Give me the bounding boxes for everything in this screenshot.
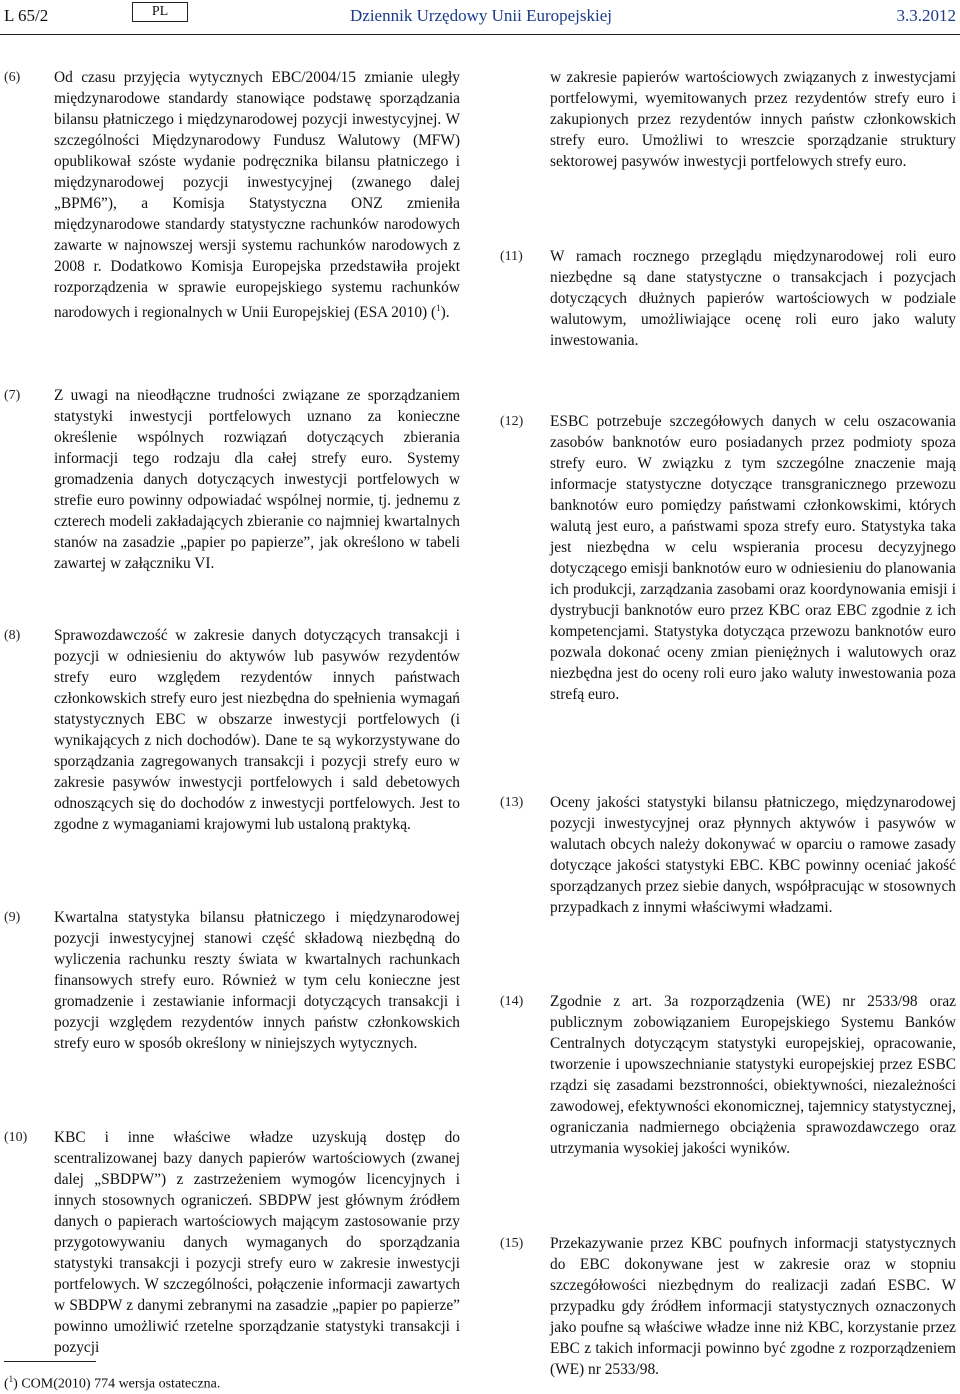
- recital-number: (15): [500, 1236, 524, 1251]
- recital-number: (14): [500, 994, 524, 1009]
- recital-text: Z uwagi na nieodłączne trudności związane ze sporządzaniem statystyki inwestycji portfelowych uznano za konieczne określenie wspólnych rozwiązań dotyczących zbierania informacji tego rodzaju dla całej strefy euro. Systemy gromadzenia danych dotyczących inwestycji portfelowych w strefie euro powinny odpowiadać wspólnej normie, tj. jednemu z czterech modeli zakładających zbieranie co najmniej kwartalnych stanów na zasadzie „papier po papierze”, jak określono w tabeli zawartej w załączniku VI.: [54, 387, 460, 572]
- publication-date: 3.3.2012: [896, 6, 956, 25]
- recital-number: (12): [500, 414, 524, 429]
- footnote-mark: 1: [8, 1374, 14, 1384]
- recital-text: Przekazywanie przez KBC poufnych informacji statystycznych do EBC dokonywane jest w zakresie oraz w stopniu szczegółowości niezbędnym do realizacji zadań ESBC. W przypadku gdy źródłem informacji statystycznych oznaczonych jako poufne są właściwe władze inne niż KBC, korzystanie przez EBC z takich informacji powinno być zgodne z rozporządzeniem (WE) nr 2533/98.: [550, 1235, 956, 1378]
- page-reference: L 65/2: [4, 6, 49, 25]
- recital-text: ESBC potrzebuje szczegółowych danych w celu oszacowania zasobów banknotów euro posiadanych przez podmioty spoza strefy euro. W związku z tym szczególne znaczenie mają informacje statystyczne dotyczące transgranicznego przewozu banknotów euro pomiędzy państwami członkowskimi, których walutą jest euro, a państwami spoza strefy euro. Statystyka taka jest niezbędna w celu wspierania procesu decyzyjnego dotyczącego emisji banknotów euro w odniesieniu do planowania ich produkcji, zarządzania zasobami oraz koordynowania emisji i dystrybucji banknotów euro przez KBC oraz EBC zgodnie z ich kompetencjami. Statystyka dotycząca przewozu banknotów euro pozwala dokonać oceny zmian pieniężnych i walutowych oraz niezbędna jest do oceny roli euro jako waluty inwestowania poza strefą euro.: [550, 413, 956, 703]
- recital-number: (11): [500, 249, 523, 264]
- recital-text: Sprawozdawczość w zakresie danych dotyczących transakcji i pozycji w odniesieniu do aktywów lub pasywów rezydentów strefy euro względem rezydentów innych państwach członkowskich strefy euro jest niezbędna do spełnienia wymagań statystycznych EBC w obszarze inwestycji portfelowych (i wynikających z nich dochodów). Dane te są wykorzystywane do sporządzania zagregowanych transakcji i pozycji strefy euro w zakresie pasywów inwestycji portfelowych i sald debetowych odnoszących się do dochodów z inwestycji portfelowych. Jest to zgodne z wymaganiami krajowymi lub ustaloną praktyką.: [54, 627, 460, 833]
- footnote-ref: 1: [436, 303, 441, 313]
- recital-text: Kwartalna statystyka bilansu płatniczego i międzynarodowej pozycji inwestycyjnej stanowi część składową niezbędną do wyliczenia rachunku reszty świata w kwartalnych rachunkach finansowych strefy euro. Również w tym celu konieczne jest gromadzenie i zestawianie informacji dotyczących transakcji i pozycji względem rezydentów innych państw członkowskich strefy euro w sposób określony w niniejszych wytycznych.: [54, 909, 460, 1052]
- language-code-box: PL: [132, 2, 188, 22]
- header-rule: [0, 34, 960, 35]
- recital-text: Zgodnie z art. 3a rozporządzenia (WE) nr 2533/98 oraz publicznym zobowiązaniem Europejskiego Systemu Banków Centralnych dotyczącym statystyki europejskiej, opracowanie, tworzenie i upowszechnianie statystyki europejskiej przez ESBC rządzi się zasadami bezstronności, obiektywności, niezależności zawodowej, efektywności ekonomicznej, tajemnicy statystycznej, ograniczania nadmiernego obciążenia sprawozdawczego oraz utrzymania wysokiej jakości wyników.: [550, 993, 956, 1157]
- recital-number: (6): [4, 70, 21, 85]
- recital-text: Od czasu przyjęcia wytycznych EBC/2004/15 zmianie uległy międzynarodowe standardy stanowiące podstawę sporządzania bilansu płatniczego i międzynarodowej pozycji inwestycyjnej. W szczególności Międzynarodowy Fundusz Walutowy (MFW) opublikował szóste wydanie podręcznika bilansu płatniczego i międzynarodowej pozycji inwestycyjnej (zwanego dalej „BPM6”), a Komisja Statystyczna ONZ zmieniła międzynarodowe standardy statystyczne rachunków narodowych zawarte w najnowszej wersji systemu rachunków narodowych z 2008 r. Dodatkowo Komisja Europejska przedstawiła projekt rozporządzenia w sprawie europejskiego systemu rachunków narodowych i regionalnych w Unii Europejskiej (ESA 2010) ($^1$).: [54, 69, 460, 322]
- footnote: ($^1$) COM(2010) 774 wersja ostateczna.: [4, 1374, 221, 1392]
- recital-number: (10): [4, 1130, 28, 1145]
- footnote-rule: [4, 1361, 96, 1362]
- recital-number: (7): [4, 388, 21, 403]
- recital-text: w zakresie papierów wartościowych związanych z inwestycjami portfelowymi, wyemitowanych przez rezydentów strefy euro i zakupionych przez rezydentów innych państw członkowskich strefy euro. Umożliwi to wreszcie sporządzanie struktury sektorowej pasywów inwestycji portfelowych strefy euro.: [550, 69, 956, 170]
- recital-text: KBC i inne właściwe władze uzyskują dostęp do scentralizowanej bazy danych papierów wartościowych (zwanej dalej „SBDPW”) z zastrzeżeniem wymogów licencyjnych i innych stosownych ograniczeń. SBDPW jest głównym źródłem danych o papierach wartościowych mającym zastosowanie przy przygotowywaniu danych wymaganych do sporządzania statystyki transakcji i pozycji strefy euro w zakresie inwestycji portfelowych. W szczególności, połączenie informacji zawartych w SBDPW z danymi zebranymi na zasadzie „papier po papierze” powinno umożliwić rzetelne sporządzanie statystyki transakcji i pozycji: [54, 1129, 460, 1356]
- recital-text: W ramach rocznego przeglądu międzynarodowej roli euro niezbędne są dane statystyczne o transakcjach i pozycjach dotyczących dłużnych papierów wartościowych w podziale walutowym, umożliwiające ocenę roli euro jako waluty inwestowania.: [550, 248, 956, 349]
- recital-number: (8): [4, 628, 21, 643]
- recital-number: (13): [500, 795, 524, 810]
- recital-text: Oceny jakości statystyki bilansu płatniczego, międzynarodowej pozycji inwestycyjnej oraz płynnych aktywów i pasywów w walutach obcych należy dokonywać w oparciu o ramowe zasady dotyczące jakości statystyki EBC. KBC powinny oceniać jakość sporządzanych przez siebie danych, współpracując w stosownych przypadkach z innymi właściwymi władzami.: [550, 794, 956, 916]
- recital-number: (9): [4, 910, 21, 925]
- journal-title: Dziennik Urzędowy Unii Europejskiej: [350, 6, 613, 25]
- page-header: [0, 0, 960, 36]
- footnote-text: COM(2010) 774 wersja ostateczna.: [21, 1376, 221, 1392]
